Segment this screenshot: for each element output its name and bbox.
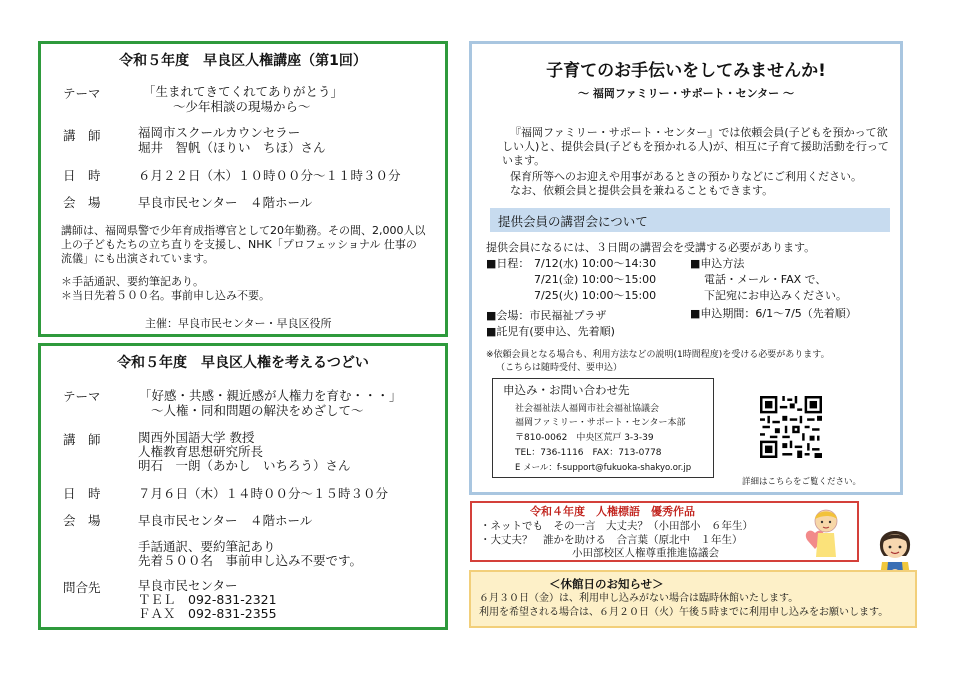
seminar2-date-value: ７月６日（木）１４時００分～１５時３０分 <box>138 486 389 501</box>
schedule-label: ■日程： <box>486 257 530 270</box>
qr-caption: 詳細はこちらをご覧ください。 <box>742 477 862 487</box>
seminar2-theme-line2: ～人権・同和問題の解決をめざして～ <box>151 403 364 418</box>
qr-code-icon[interactable] <box>760 396 822 458</box>
closure-line2: 利用を希望される場合は、６月２０日（火）午後５時までに利用申し込みをお願いします。 <box>479 607 889 618</box>
closure-title: ＜休館日のお知らせ＞ <box>549 577 664 591</box>
seminar2-title: 令和５年度 早良区人権を考えるつどい <box>117 355 369 371</box>
seminar2-contact-name: 早良市民センター <box>138 578 238 593</box>
seminar2-fax: ＦＡＸ 092-831-2355 <box>138 606 277 621</box>
slogan-council: 小田部校区人権尊重推進協議会 <box>572 547 719 559</box>
seminar1-date-value: ６月２２日（木）１０時００分～１１時３０分 <box>138 168 401 183</box>
seminar2-date-label: 日 時 <box>63 486 101 501</box>
seminar1-theme-line2: ～少年相談の現場から～ <box>173 99 311 114</box>
seminar2-lecturer-line1: 関西外国語大学 教授 <box>138 430 255 445</box>
family-support-heading: 子育てのお手伝いをしてみませんか! <box>546 61 826 81</box>
family-support-subheading: ～ 福岡ファミリー・サポート・センター ～ <box>578 87 794 100</box>
child-heart-icon <box>802 507 846 559</box>
course-intro: 提供会員になるには、３日間の講習会を受講する必要があります。 <box>486 241 816 254</box>
seminar1-note1: ＊手話通訳、要約筆記あり。 <box>61 275 204 288</box>
contact-org1: 社会福祉法人福岡市社会福祉協議会 <box>515 404 660 414</box>
seminar1-panel <box>38 41 448 337</box>
seminar2-contact-label: 問合先 <box>63 580 101 595</box>
family-support-intro1: 『福岡ファミリー・サポート・センター』では依頼会員(子どもを預かって欲しい人)と、提供会員(子どもを預かれる人)が、相互に子育て援助活動を行っています。 <box>502 126 889 167</box>
seminar1-venue-label: 会 場 <box>63 195 101 210</box>
seminar1-bio: 講師は、福岡県警で少年育成指導官として20年勤務。その間、2,000人以上の子どもたちの立ち直りを支援し、NHK「プロフェッショナル 仕事の流儀」にも出演されています。 <box>61 224 426 265</box>
closure-panel <box>469 570 917 628</box>
contact-title: 申込み・お問い合わせ先 <box>503 383 630 397</box>
seminar1-venue-value: 早良市民センター ４階ホール <box>138 195 313 210</box>
apply-method-1: 電話・メール・FAX で、 <box>704 273 827 286</box>
seminar2-note1: 手話通訳、要約筆記あり <box>138 539 276 554</box>
seminar1-theme-label: テーマ <box>63 86 101 101</box>
seminar1-theme-line1: 「生まれてきてくれてありがとう」 <box>143 84 344 99</box>
seminar2-lecturer-line3: 明石 一朗（あかし いちろう）さん <box>138 458 351 473</box>
seminar1-date-label: 日 時 <box>63 168 101 183</box>
seminar1-lecturer-label: 講 師 <box>63 128 101 143</box>
seminar2-lecturer-label: 講 師 <box>63 432 101 447</box>
schedule-item: 7/12(水) 10:00～14:30 <box>534 257 657 270</box>
family-support-panel <box>469 41 903 495</box>
seminar2-lecturer-line2: 人権教育思想研究所長 <box>138 444 264 459</box>
section-title: 提供会員の講習会について <box>498 214 648 229</box>
slogan-panel <box>470 501 859 562</box>
seminar2-panel <box>38 343 448 630</box>
seminar1-note2: ＊当日先着５００名。事前申し込み不要。 <box>61 289 270 302</box>
seminar1-lecturer-line1: 福岡市スクールカウンセラー <box>138 125 301 140</box>
seminar2-venue-label: 会 場 <box>63 513 101 528</box>
contact-box <box>492 378 714 478</box>
slogan-item: ・大丈夫？ 誰かを助ける 合言葉（原北中 １年生） <box>480 534 743 546</box>
section-band <box>490 208 890 232</box>
childcare: ■託児有(要申込、先着順) <box>486 325 615 338</box>
notice1: ※依頼会員となる場合も、利用方法などの説明(1時間程度)を受ける必要があります。 <box>486 350 830 360</box>
family-support-intro2: 保育所等へのお迎えや用事があるときの預かりなどにご利用ください。 <box>510 170 862 183</box>
slogan-title: 令和４年度 人権標語 優秀作品 <box>530 505 695 518</box>
schedule-item: 7/21(金) 10:00～15:00 <box>534 273 657 286</box>
contact-org2: 福岡ファミリー・サポート・センター本部 <box>515 418 686 428</box>
contact-tel: TEL：736-1116 FAX：713-0778 <box>515 448 662 458</box>
seminar2-theme-label: テーマ <box>63 389 101 404</box>
apply-method-2: 下記宛にお申込みください。 <box>704 289 847 302</box>
closure-line1: ６月３０日（金）は、利用申し込みがない場合は臨時休館いたします。 <box>479 593 799 604</box>
seminar2-theme-line1: 「好感・共感・親近感が人権力を育む・・・」 <box>139 388 402 403</box>
slogan-item: ・ネットでも その一言 大丈夫？（小田部小 ６年生） <box>480 520 753 532</box>
contact-email: E メール：f-support@fukuoka-shakyo.or.jp <box>515 463 692 473</box>
notice2: （こちらは随時受付、要申込） <box>496 363 623 373</box>
apply-method-label: ■申込方法 <box>690 257 745 270</box>
seminar1-sponsor: 主催：早良市民センター・早良区役所 <box>145 317 332 330</box>
seminar2-note2: 先着５００名 事前申し込み不要です。 <box>138 553 363 568</box>
seminar2-venue-value: 早良市民センター ４階ホール <box>138 513 313 528</box>
apply-period: ■申込期間：6/1～7/5（先着順） <box>690 307 857 320</box>
family-support-intro3: なお、依頼会員と提供会員を兼ねることもできます。 <box>510 184 774 197</box>
seminar1-title: 令和５年度 早良区人権講座（第1回） <box>119 53 367 69</box>
contact-address: 〒810-0062 中央区荒戸 3-3-39 <box>515 433 654 443</box>
venue: ■会場：市民福祉プラザ <box>486 309 607 322</box>
schedule-item: 7/25(火) 10:00～15:00 <box>534 289 657 302</box>
seminar2-tel: ＴＥＬ 092-831-2321 <box>138 592 277 607</box>
seminar1-lecturer-line2: 堀井 智帆（ほりい ちほ）さん <box>138 140 326 155</box>
